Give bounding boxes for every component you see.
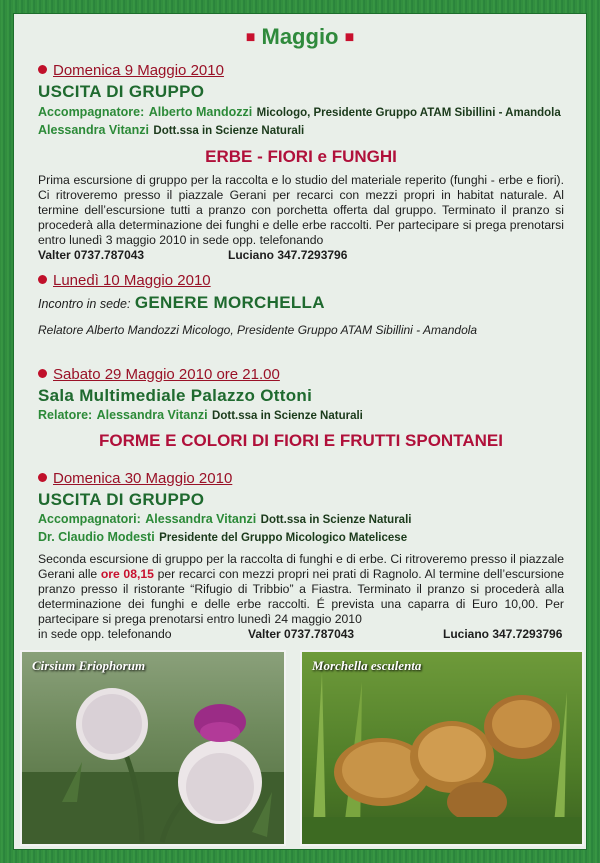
event-3 xyxy=(38,366,564,451)
event-4 xyxy=(38,470,564,642)
event-date: Lunedì 10 Maggio 2010 xyxy=(38,272,564,290)
square-bullet-icon: ■ xyxy=(344,29,355,46)
phone-luciano: Luciano 347.7293796 xyxy=(228,248,348,262)
month-title: Maggio xyxy=(261,24,339,49)
event-1 xyxy=(38,62,564,263)
contact-line: in sede opp. telefonando Valter 0737.787043 Luciano 347.7293796 xyxy=(38,627,563,641)
event-description: Prima escursione di gruppo per la raccolta e lo studio del materiale reperito (funghi - erbe e fiori). Ci ritroveremo presso il piazzale Gerani per recarci con mezzi propri in habitat naturale. Al termine dell’escursione tutti a pranzo con porchetta offerta dal gruppo. Terminato il pranzo si procederà alla determinazione dei funghi e delle erbe raccolti. Per partecipare si prega prenotarsi entro lunedì 3 maggio 2010 in sede opp. telefonando xyxy=(38,173,564,247)
square-bullet-icon: ■ xyxy=(245,29,256,46)
page-title xyxy=(0,24,600,50)
mushroom-icon xyxy=(302,652,582,844)
phone-luciano: Luciano 347.7293796 xyxy=(443,627,563,641)
guide-line-2: Alessandra Vitanzi Dott.ssa in Scienze Naturali xyxy=(38,123,305,137)
red-dot-icon xyxy=(38,473,47,482)
event-date: Domenica 9 Maggio 2010 xyxy=(38,62,564,80)
photo-caption: Cirsium Eriophorum xyxy=(32,658,146,673)
red-dot-icon xyxy=(38,369,47,378)
event-topic: FORME E COLORI DI FIORI E FRUTTI SPONTANEI xyxy=(99,431,503,450)
thistle-icon xyxy=(22,652,284,844)
event-heading: USCITA DI GRUPPO xyxy=(38,82,205,101)
contact-line xyxy=(38,248,564,263)
event-2 xyxy=(38,272,564,337)
event-date: Sabato 29 Maggio 2010 ore 21.00 xyxy=(38,366,564,384)
event-topic: ERBE - FIORI e FUNGHI xyxy=(205,147,397,166)
red-dot-icon xyxy=(38,275,47,284)
meeting-time: ore 08,15 xyxy=(100,567,154,581)
guide-line-1: Accompagnatori: Alessandra Vitanzi Dott.ssa in Scienze Naturali xyxy=(38,512,412,526)
red-dot-icon xyxy=(38,65,47,74)
event-heading: USCITA DI GRUPPO xyxy=(38,490,205,509)
guide-line-1: Relatore: Alessandra Vitanzi Dott.ssa in Scienze Naturali xyxy=(38,408,363,422)
guide-line-1: Accompagnatore: Alberto Mandozzi Micologo, Presidente Gruppo ATAM Sibillini - Amandola xyxy=(38,105,561,119)
morel-mushroom-photo xyxy=(300,650,584,846)
thistle-flower-photo xyxy=(20,650,286,846)
event-heading: Sala Multimediale Palazzo Ottoni xyxy=(38,386,313,405)
event-topic: GENERE MORCHELLA xyxy=(134,293,325,312)
event-description: Seconda escursione di gruppo per la raccolta di funghi e di erbe. Ci ritroveremo presso il piazzale Gerani alle ore 08,15 per recarci con mezzi propri nei prati di Ragnolo. Al termine dell’escursione pranzo presso il ristorante “Rifugio di Tribbio” a Fiastra. Terminato il pranzo si procederà alla determinazione dei funghi e delle erbe raccolti. É prevista una caparra di Euro 10,00. Per partecipare si prega prenotarsi entro lunedì 24 maggio 2010 xyxy=(38,552,565,626)
meeting-line: Incontro in sede: GENERE MORCHELLA xyxy=(38,293,325,312)
speaker-line: Relatore Alberto Mandozzi Micologo, Presidente Gruppo ATAM Sibillini - Amandola xyxy=(38,323,478,337)
guide-line-2: Dr. Claudio Modesti Presidente del Gruppo Micologico Matelicese xyxy=(38,530,408,544)
phone-valter: Valter 0737.787043 xyxy=(248,627,355,641)
photo-caption: Morchella esculenta xyxy=(312,658,422,673)
phone-valter: Valter 0737.787043 xyxy=(38,248,145,262)
event-date: Domenica 30 Maggio 2010 xyxy=(38,470,564,488)
